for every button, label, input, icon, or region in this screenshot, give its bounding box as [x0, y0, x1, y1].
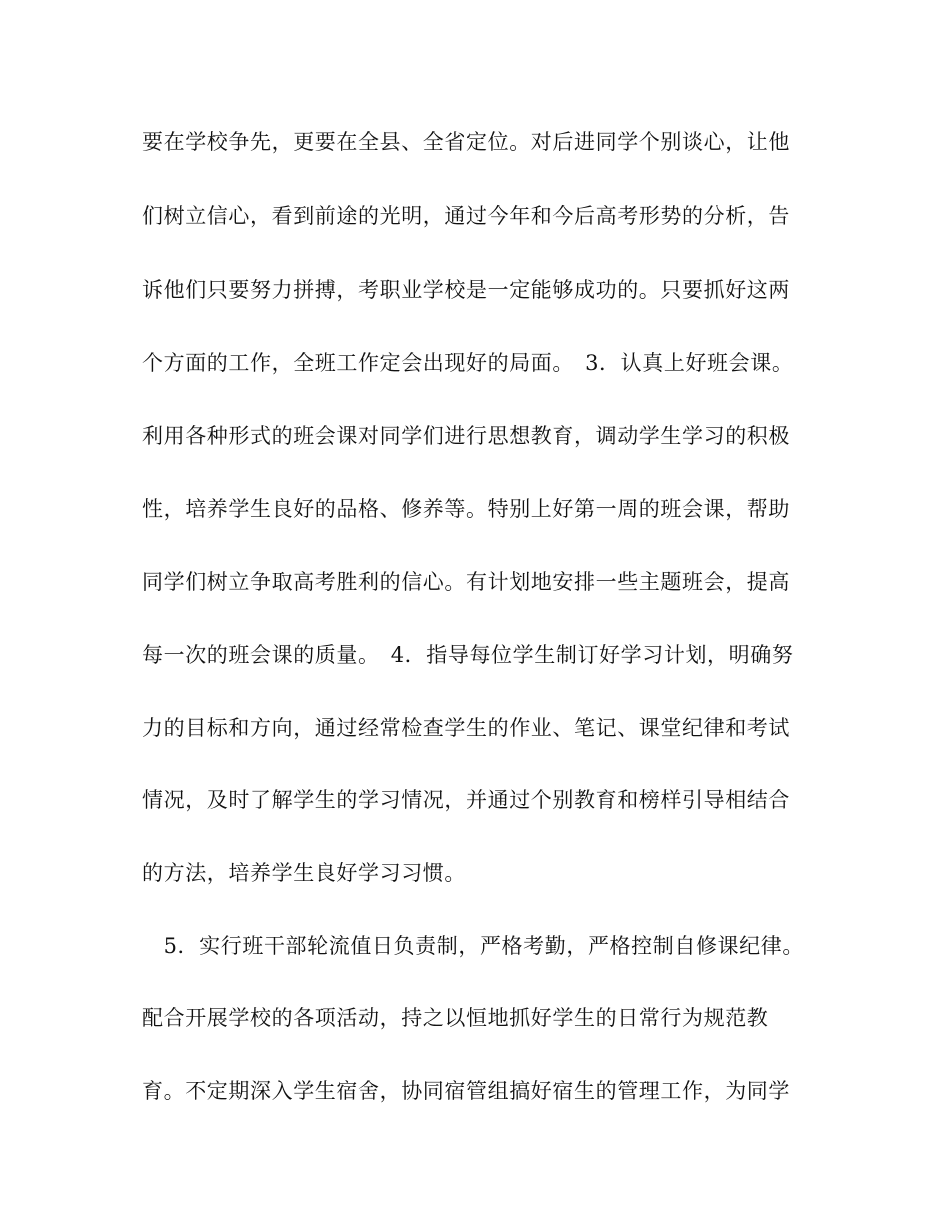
text-line: 的方法，培养学生良好学习习惯。 — [142, 861, 466, 885]
text-line: 性，培养学生良好的品格、修养等。特别上好第一周的班会课，帮助 — [142, 497, 790, 521]
text-line: 力的目标和方向，通过经常检查学生的作业、笔记、课堂纪律和考试 — [142, 716, 790, 740]
text-line: 利用各种形式的班会课对同学们进行思想教育，调动学生学习的积极 — [142, 424, 790, 448]
text-line: 配合开展学校的各项活动，持之以恒地抓好学生的日常行为规范教 — [142, 1006, 769, 1030]
text-line: 5．实行班干部轮流值日负责制，严格考勤，严格控制自修课纪律。 — [142, 934, 804, 958]
text-line: 个方面的工作，全班工作定会出现好的局面。 3．认真上好班会课。 — [142, 351, 794, 375]
text-line: 同学们树立争取高考胜利的信心。有计划地安排一些主题班会，提高 — [142, 570, 790, 594]
text-line: 育。不定期深入学生宿舍，协同宿管组搞好宿生的管理工作，为同学 — [142, 1079, 790, 1103]
text-line: 情况，及时了解学生的学习情况，并通过个别教育和榜样引导相结合 — [142, 788, 790, 812]
text-line: 要在学校争先，更要在全县、全省定位。对后进同学个别谈心，让他 — [142, 130, 790, 154]
text-line: 们树立信心，看到前途的光明，通过今年和今后高考形势的分析，告 — [142, 204, 790, 228]
text-line: 诉他们只要努力拼搏，考职业学校是一定能够成功的。只要抓好这两 — [142, 278, 790, 302]
text-line: 每一次的班会课的质量。 4．指导每位学生制订好学习计划，明确努 — [142, 643, 794, 667]
